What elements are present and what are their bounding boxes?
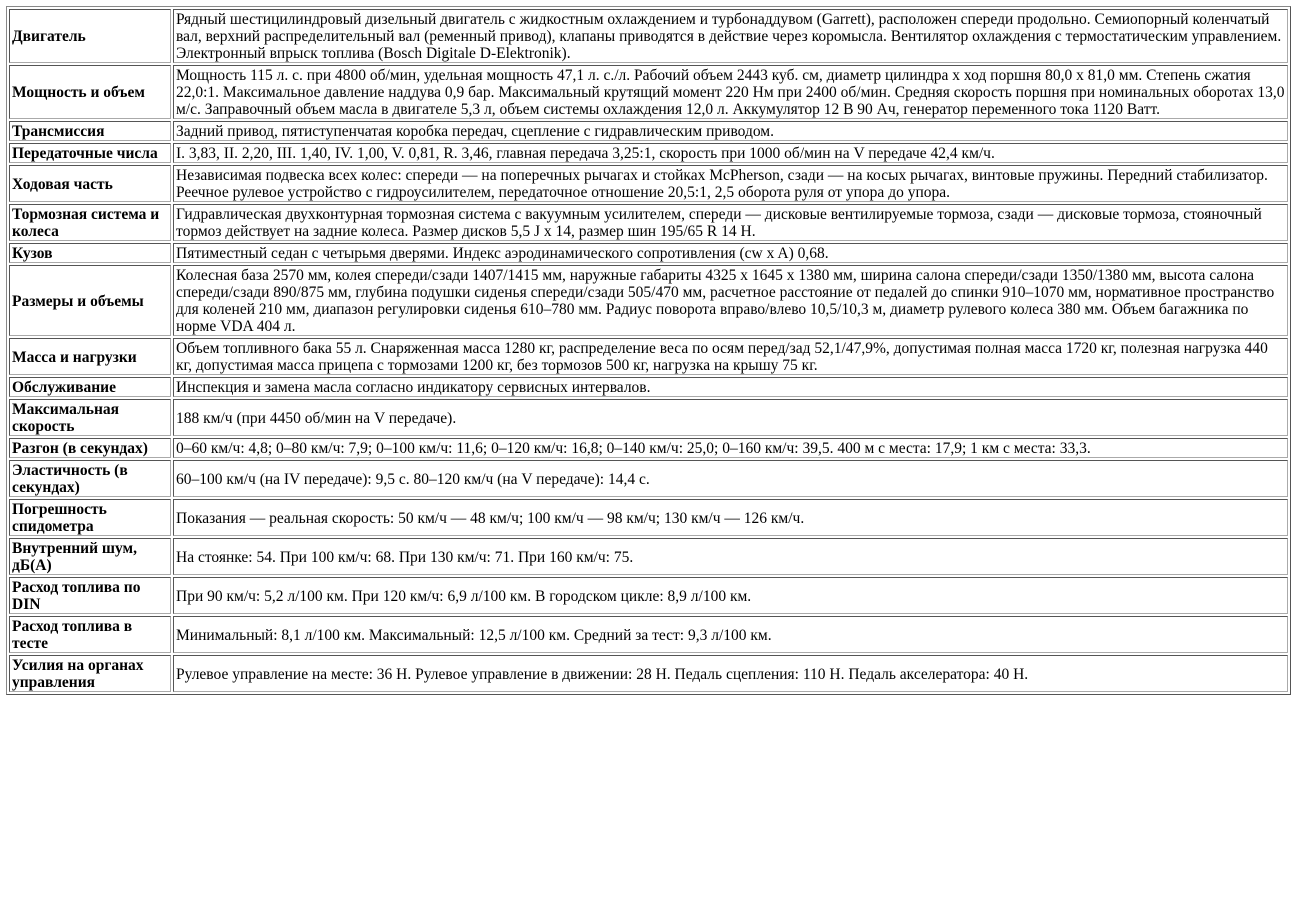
row-label: Ходовая часть xyxy=(9,165,171,202)
table-row xyxy=(9,165,1288,202)
row-value: Колесная база 2570 мм, колея спереди/сзади 1407/1415 мм, наружные габариты 4325 х 1645 х 1380 мм, ширина салона спереди/сзади 1350/1380 мм, высота салона спереди/сзади 890/875 мм, глубина подушки сиденья спереди/сзади 505/470 мм, расчетное расстояние от педалей до спинки 910–1070 мм, нормативное пространство для коленей 210 мм, диапазон регулировки сиденья 610–780 мм. Радиус поворота вправо/влево 10,5/10,3 м, диаметр рулевого колеса 380 мм. Объем багажника по норме VDA 404 л. xyxy=(173,265,1288,336)
table-row xyxy=(9,65,1288,119)
row-label: Разгон (в секундах) xyxy=(9,438,171,458)
row-value: На стоянке: 54. При 100 км/ч: 68. При 130 км/ч: 71. При 160 км/ч: 75. xyxy=(173,538,1288,575)
row-value: Независимая подвеска всех колес: спереди — на поперечных рычагах и стойках McPherson, сзади — на косых рычагах, винтовые пружины. Передний стабилизатор. Реечное рулевое устройство с гидроусилителем, передаточное отношение 20,5:1, 2,5 оборота руля от упора до упора. xyxy=(173,165,1288,202)
row-value: Рядный шестицилиндровый дизельный двигатель с жидкостным охлаждением и турбонаддувом (Garrett), расположен спереди продольно. Семиопорный коленчатый вал, верхний распределительный вал (ременный привод), клапаны приводятся в действие через коромысла. Вентилятор охлаждения с термостатическим управлением. Электронный впрыск топлива (Bosch Digitale D-Elektronik). xyxy=(173,9,1288,63)
spec-table xyxy=(6,6,1291,695)
spec-table-body xyxy=(9,9,1288,692)
row-value: Пятиместный седан с четырьмя дверями. Индекс аэродинамического сопротивления (cw x A) 0,68. xyxy=(173,243,1288,263)
row-label: Масса и нагрузки xyxy=(9,338,171,375)
row-value: Объем топливного бака 55 л. Снаряженная масса 1280 кг, распределение веса по осям перед/зад 52,1/47,9%, допустимая полная масса 1720 кг, полезная нагрузка 440 кг, допустимая масса прицепа с тормозами 1200 кг, без тормозов 500 кг, нагрузка на крышу 75 кг. xyxy=(173,338,1288,375)
table-row xyxy=(9,9,1288,63)
row-label: Двигатель xyxy=(9,9,171,63)
row-value: Минимальный: 8,1 л/100 км. Максимальный: 12,5 л/100 км. Средний за тест: 9,3 л/100 км. xyxy=(173,616,1288,653)
row-label: Трансмиссия xyxy=(9,121,171,141)
row-label: Тормозная система и колеса xyxy=(9,204,171,241)
row-value: 60–100 км/ч (на IV передаче): 9,5 с. 80–120 км/ч (на V передаче): 14,4 с. xyxy=(173,460,1288,497)
table-row xyxy=(9,499,1288,536)
table-row xyxy=(9,265,1288,336)
table-row xyxy=(9,338,1288,375)
table-row xyxy=(9,399,1288,436)
table-row xyxy=(9,655,1288,692)
row-value: Показания — реальная скорость: 50 км/ч — 48 км/ч; 100 км/ч — 98 км/ч; 130 км/ч — 126 км/ч. xyxy=(173,499,1288,536)
row-value: Инспекция и замена масла согласно индикатору сервисных интервалов. xyxy=(173,377,1288,397)
table-row xyxy=(9,460,1288,497)
row-value: 188 км/ч (при 4450 об/мин на V передаче). xyxy=(173,399,1288,436)
row-label: Обслуживание xyxy=(9,377,171,397)
row-value: При 90 км/ч: 5,2 л/100 км. При 120 км/ч: 6,9 л/100 км. В городском цикле: 8,9 л/100 км. xyxy=(173,577,1288,614)
table-row xyxy=(9,538,1288,575)
row-label: Размеры и объемы xyxy=(9,265,171,336)
row-value: Гидравлическая двухконтурная тормозная система с вакуумным усилителем, спереди — дисковые вентилируемые тормоза, сзади — дисковые тормоза, стояночный тормоз действует на задние колеса. Размер дисков 5,5 J x 14, размер шин 195/65 R 14 H. xyxy=(173,204,1288,241)
row-label: Внутренний шум, дБ(А) xyxy=(9,538,171,575)
row-label: Расход топлива в тесте xyxy=(9,616,171,653)
row-value: Мощность 115 л. с. при 4800 об/мин, удельная мощность 47,1 л. с./л. Рабочий объем 2443 куб. см, диаметр цилиндра х ход поршня 80,0 х 81,0 мм. Степень сжатия 22,0:1. Максимальное давление наддува 0,9 бар. Максимальный крутящий момент 220 Нм при 2400 об/мин. Средняя скорость поршня при номинальных оборотах 13,0 м/с. Заправочный объем масла в двигателе 5,3 л, объем системы охлаждения 12,0 л. Аккумулятор 12 В 90 Ач, генератор переменного тока 1120 Ватт. xyxy=(173,65,1288,119)
table-row xyxy=(9,577,1288,614)
row-label: Расход топлива по DIN xyxy=(9,577,171,614)
row-label: Усилия на органах управления xyxy=(9,655,171,692)
table-row xyxy=(9,438,1288,458)
table-row xyxy=(9,616,1288,653)
row-value: 0–60 км/ч: 4,8; 0–80 км/ч: 7,9; 0–100 км/ч: 11,6; 0–120 км/ч: 16,8; 0–140 км/ч: 25,0; 0–160 км/ч: 39,5. 400 м с места: 17,9; 1 км с места: 33,3. xyxy=(173,438,1288,458)
table-row xyxy=(9,121,1288,141)
row-label: Передаточные числа xyxy=(9,143,171,163)
row-label: Погрешность спидометра xyxy=(9,499,171,536)
table-row xyxy=(9,243,1288,263)
row-value: I. 3,83, II. 2,20, III. 1,40, IV. 1,00, V. 0,81, R. 3,46, главная передача 3,25:1, скорость при 1000 об/мин на V передаче 42,4 км/ч. xyxy=(173,143,1288,163)
row-label: Максимальная скорость xyxy=(9,399,171,436)
row-label: Эластичность (в секундах) xyxy=(9,460,171,497)
row-value: Рулевое управление на месте: 36 Н. Рулевое управление в движении: 28 Н. Педаль сцепления: 110 Н. Педаль акселератора: 40 Н. xyxy=(173,655,1288,692)
table-row xyxy=(9,143,1288,163)
table-row xyxy=(9,204,1288,241)
row-label: Мощность и объем xyxy=(9,65,171,119)
row-label: Кузов xyxy=(9,243,171,263)
row-value: Задний привод, пятиступенчатая коробка передач, сцепление с гидравлическим приводом. xyxy=(173,121,1288,141)
table-row xyxy=(9,377,1288,397)
